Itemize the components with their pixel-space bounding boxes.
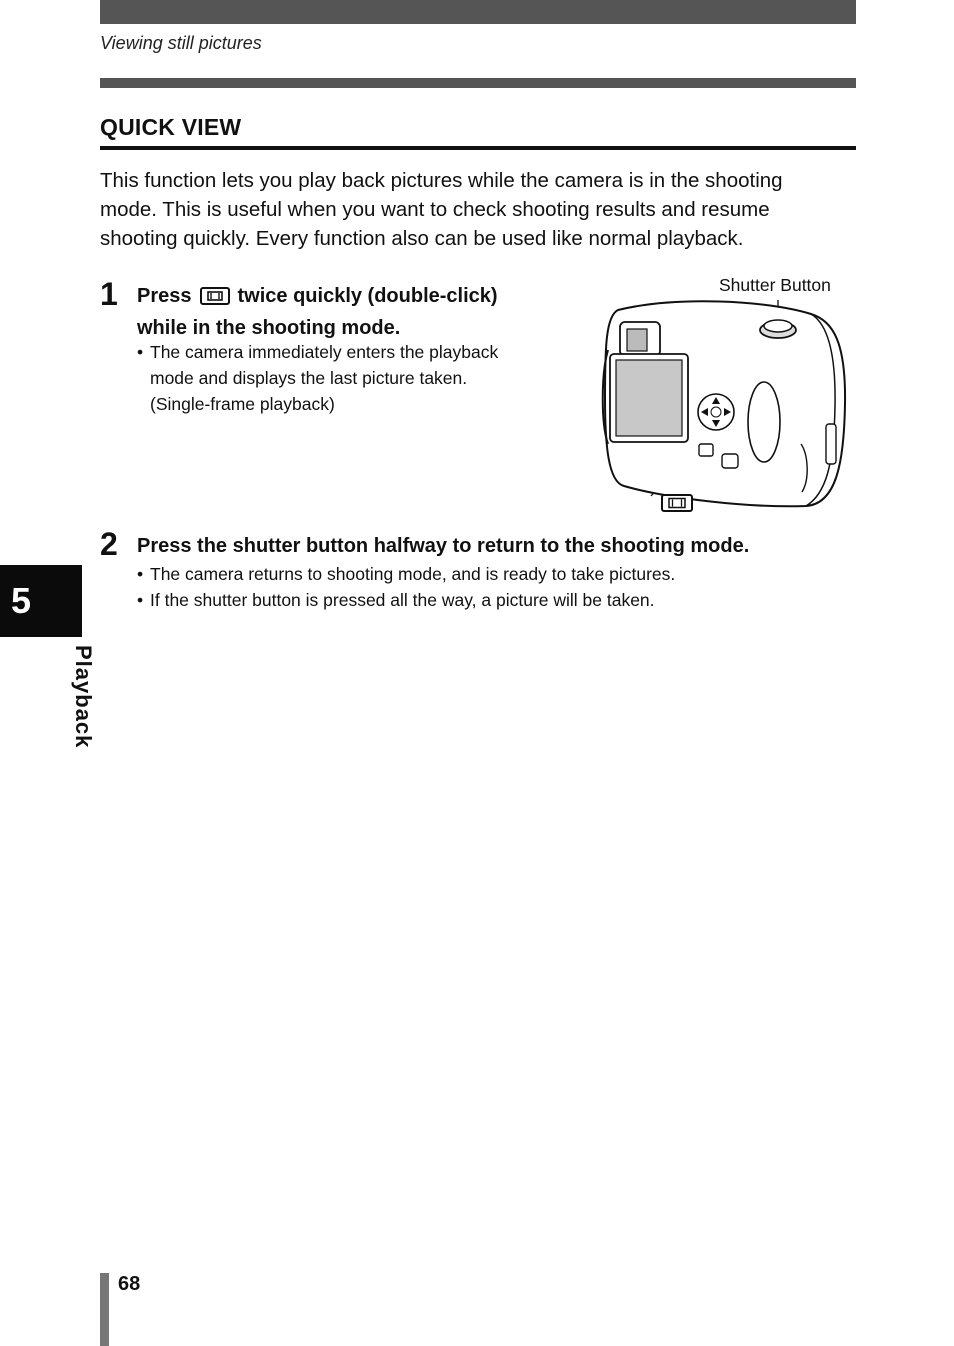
- playback-button-icon: [200, 285, 230, 314]
- bullet-line: The camera immediately enters the playback: [150, 342, 499, 362]
- camera-illustration: [596, 294, 851, 514]
- step-1-heading-part: Press: [137, 285, 192, 307]
- footer-bar: [100, 1273, 109, 1346]
- step-1-bullets: [137, 339, 567, 417]
- step-2-heading: Press the shutter button halfway to return to the shooting mode.: [137, 535, 750, 557]
- intro-line: This function lets you play back pictures while the camera is in the shooting: [100, 169, 783, 192]
- step-2-number: 2: [100, 526, 118, 562]
- title-underline: [100, 146, 856, 150]
- page-number: 68: [118, 1273, 141, 1295]
- intro-line: mode. This is useful when you want to check shooting results and resume: [100, 198, 770, 221]
- intro-line: shooting quickly. Every function also can be used like normal playback.: [100, 227, 744, 250]
- bullet-line: (Single-frame playback): [150, 394, 335, 414]
- step-1-number: 1: [100, 276, 118, 312]
- bullet-item: • The camera returns to shooting mode, and is ready to take pictures.: [137, 561, 857, 587]
- running-head: Viewing still pictures: [100, 33, 262, 53]
- shutter-button-label: Shutter Button: [719, 275, 831, 295]
- step-1-heading-part: twice quickly (double-click): [237, 285, 498, 307]
- bullet-item: [137, 339, 567, 417]
- top-header-bar: [100, 0, 856, 24]
- bullet-line: mode and displays the last picture taken.: [150, 368, 468, 388]
- playback-button-icon: [662, 495, 692, 511]
- header-rule-bar: [100, 78, 856, 88]
- step-2-bullets: [137, 561, 857, 613]
- intro-paragraph: [100, 166, 860, 253]
- step-1-heading: [137, 282, 577, 343]
- chapter-number: 5: [10, 580, 32, 621]
- bullet-item: • If the shutter button is pressed all the way, a picture will be taken.: [137, 587, 857, 613]
- section-title: QUICK VIEW: [100, 114, 242, 140]
- chapter-label: Playback: [71, 645, 96, 749]
- step-1-heading-line2: while in the shooting mode.: [137, 317, 401, 339]
